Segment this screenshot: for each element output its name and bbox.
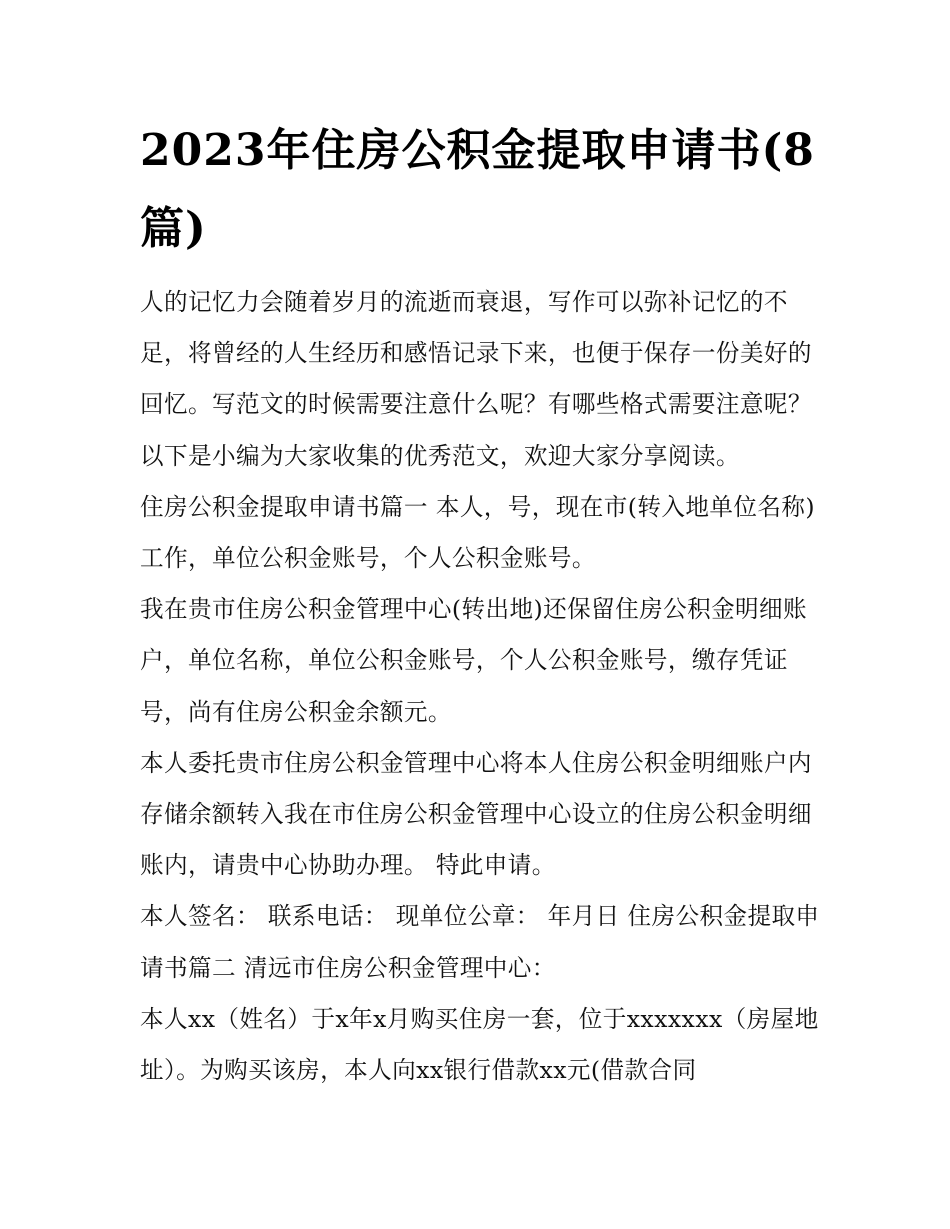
- paragraph-account-info: 我在贵市住房公积金管理中心(转出地)还保留住房公积金明细账户，单位名称，单位公积金账号，个人公积金账号，缴存凭证号，尚有住房公积金余额元。: [140, 595, 808, 726]
- paragraph-intro: 人的记忆力会随着岁月的流逝而衰退，写作可以弥补记忆的不足，将曾经的人生经历和感悟记录下来，也便于保存一份美好的回忆。写范文的时候需要注意什么呢？有哪些格式需要注意呢？以下是小编为大家收集的优秀范文，欢迎大家分享阅读。: [140, 288, 812, 470]
- paragraph-article-two: 本人xx（姓名）于x年x月购买住房一套，位于xxxxxxx（房屋地址）。为购买该房，本人向xx银行借款xx元(借款合同: [140, 1004, 819, 1085]
- document-body: [140, 277, 820, 1096]
- document-title: 2023年住房公积金提取申请书(8篇): [140, 125, 815, 254]
- paragraph-signature: 本人签名： 联系电话： 现单位公章： 年月日 住房公积金提取申请书篇二 清远市住房公积金管理中心：: [140, 902, 820, 982]
- paragraph-article-one: 住房公积金提取申请书篇一 本人，号，现在市(转入地单位名称)工作，单位公积金账号，个人公积金账号。: [140, 492, 815, 573]
- paragraph-transfer-request: 本人委托贵市住房公积金管理中心将本人住房公积金明细账户内存储余额转入我在市住房公积金管理中心设立的住房公积金明细账内，请贵中心协助办理。 特此申请。: [140, 748, 812, 880]
